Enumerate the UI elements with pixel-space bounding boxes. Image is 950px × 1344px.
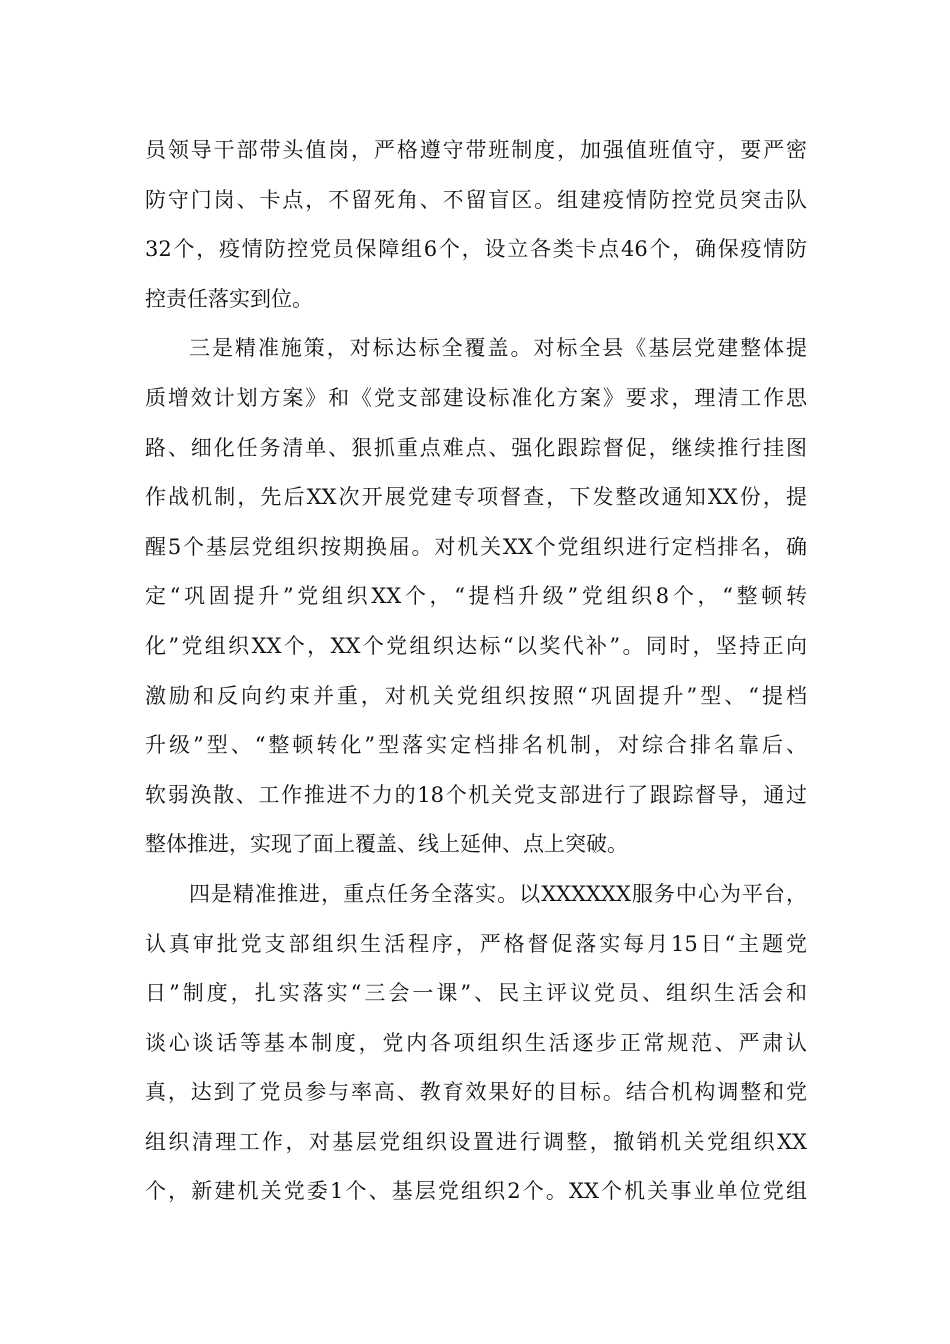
text-line: 质增效计划方案》和《党支部建设标准化方案》要求，理清工作思	[145, 385, 807, 410]
text-line: 醒5个基层党组织按期换届。对机关XX个党组织进行定档排名，确	[145, 534, 807, 559]
text-line: 化”党组织XX个，XX个党组织达标“以奖代补”。同时，坚持正向	[145, 633, 807, 658]
paragraph-first-line: 四是精准推进，重点任务全落实。以XXXXXX服务中心为平台，	[189, 881, 807, 906]
text-line: 防守门岗、卡点，不留死角、不留盲区。组建疫情防控党员突击队	[145, 187, 807, 212]
text-line: 路、细化任务清单、狠抓重点难点、强化跟踪督促，继续推行挂图	[145, 435, 807, 460]
text-line: 激励和反向约束并重，对机关党组织按照“巩固提升”型、“提档	[145, 683, 807, 708]
text-line: 软弱涣散、工作推进不力的18个机关党支部进行了跟踪督导，通过	[145, 782, 807, 807]
text-line: 整体推进，实现了面上覆盖、线上延伸、点上突破。	[145, 832, 628, 857]
text-line: 升级”型、“整顿转化”型落实定档排名机制，对综合排名靠后、	[145, 733, 807, 758]
text-line: 认真审批党支部组织生活程序，严格督促落实每月15日“主题党	[145, 931, 807, 956]
text-line: 32个，疫情防控党员保障组6个，设立各类卡点46个，确保疫情防	[145, 237, 807, 262]
text-line: 员领导干部带头值岗，严格遵守带班制度，加强值班值守，要严密	[145, 138, 807, 162]
text-line: 作战机制，先后XX次开展党建专项督查，下发整改通知XX份，提	[145, 485, 807, 510]
body-text	[145, 126, 807, 1217]
text-line: 谈心谈话等基本制度，党内各项组织生活逐步正常规范、严肃认	[145, 1030, 807, 1055]
text-line: 个，新建机关党委1个、基层党组织2个。XX个机关事业单位党组	[145, 1179, 807, 1204]
text-line: 组织清理工作，对基层党组织设置进行调整，撤销机关党组织XX	[145, 1129, 807, 1154]
text-line: 定“巩固提升”党组织XX个，“提档升级”党组织8个，“整顿转	[145, 584, 807, 609]
text-line: 日”制度，扎实落实“三会一课”、民主评议党员、组织生活会和	[145, 981, 807, 1006]
text-line: 控责任落实到位。	[145, 286, 313, 311]
text-line: 真，达到了党员参与率高、教育效果好的目标。结合机构调整和党	[145, 1080, 807, 1105]
paragraph-first-line: 三是精准施策，对标达标全覆盖。对标全县《基层党建整体提	[189, 336, 807, 361]
